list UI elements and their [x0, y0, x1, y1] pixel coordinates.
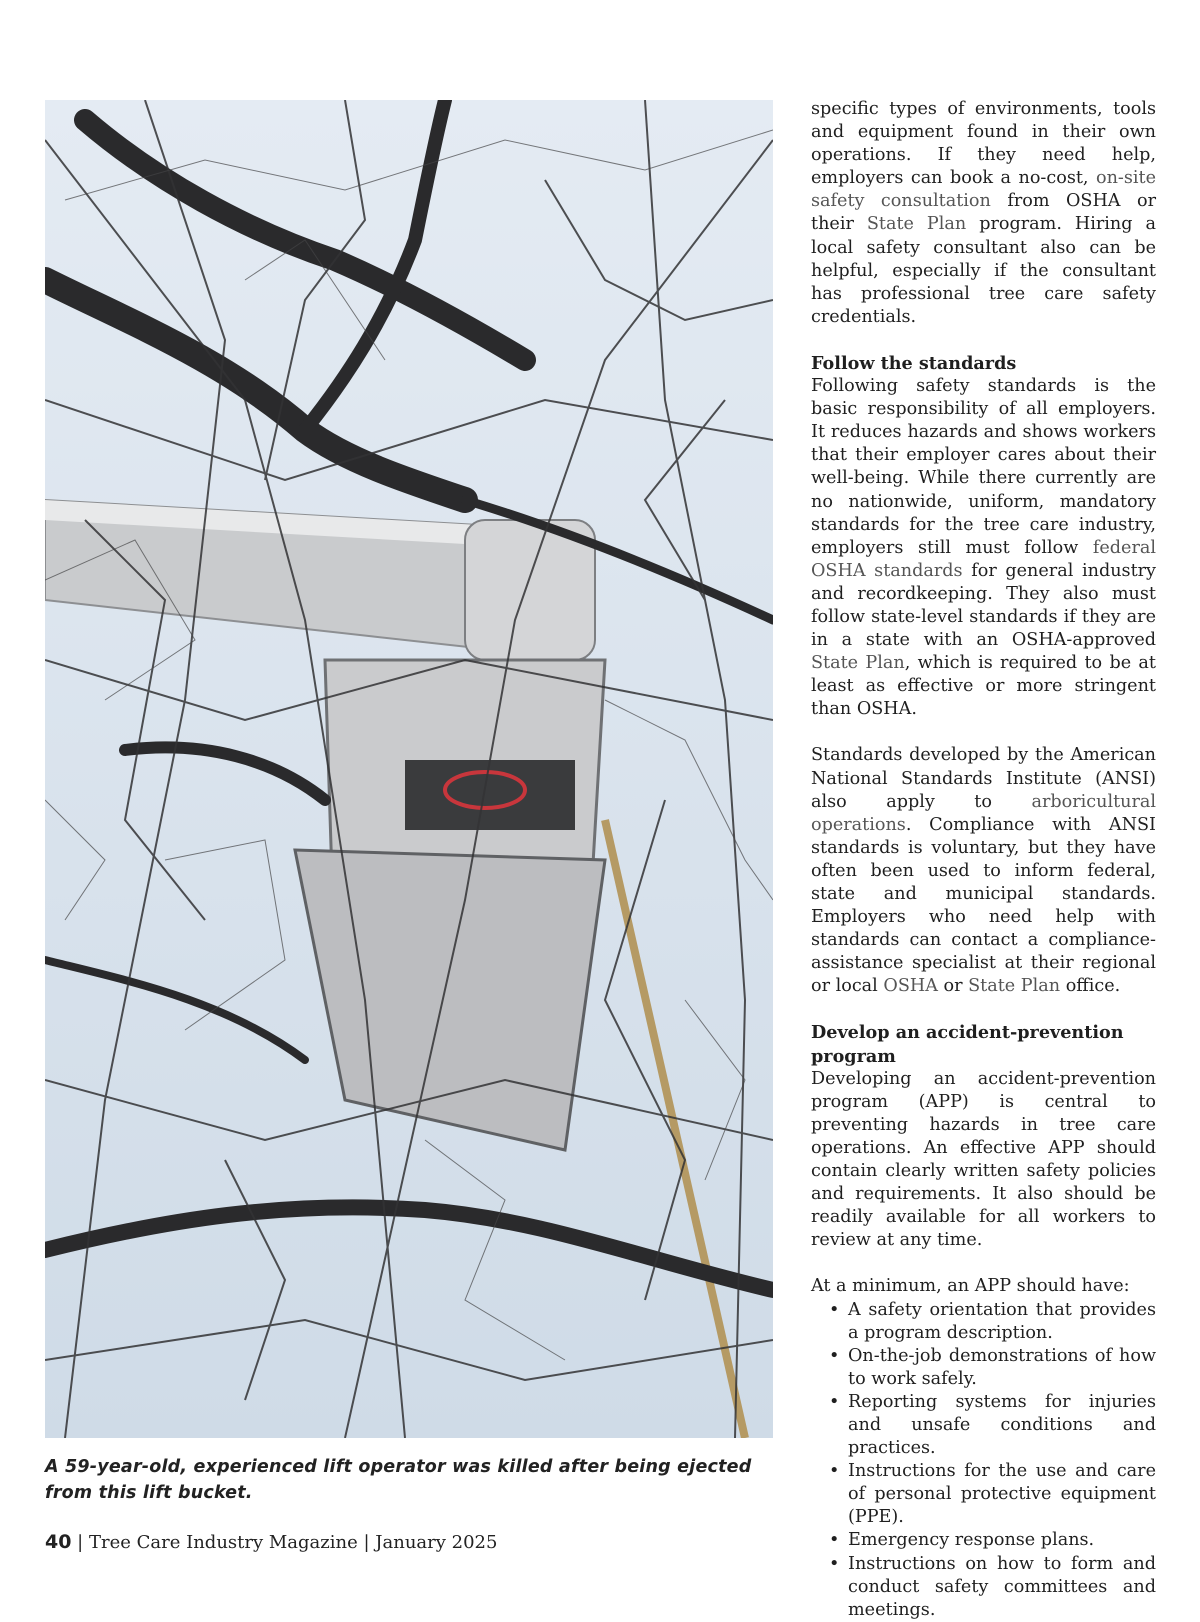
text: Standards developed by the American National Standards Institute (ANSI) also apply to [811, 745, 1156, 812]
list-item: • Instructions on how to form and conduct safety committees and meetings. [848, 1553, 1156, 1622]
list-item: • On-the-job demonstrations of how to work safely. [848, 1345, 1156, 1391]
heading-follow-standards: Follow the standards [811, 352, 1017, 374]
paragraph-app-minimum: At a minimum, an APP should have: [811, 1276, 1130, 1297]
photo-caption: A 59-year-old, experienced lift operator was killed after being ejected from this lift bucket. [45, 1457, 752, 1503]
text: or [937, 976, 969, 997]
link-state-plan[interactable]: State Plan [811, 653, 905, 674]
page-footer [45, 1530, 497, 1555]
separator: | [357, 1532, 376, 1553]
heading-accident-prevention: Develop an accident-prevention program [811, 1022, 1124, 1067]
link-federal-osha-standards[interactable]: federal OSHA standards [811, 537, 1156, 581]
article-column [811, 98, 1156, 1622]
list-item: • Instructions for the use and care of personal protective equipment (PPE). [848, 1460, 1156, 1529]
page-number: 40 [45, 1531, 72, 1553]
text: , which is required to be at least as effective or more stringent than OSHA. [811, 653, 1156, 720]
text: from OSHA or their [811, 191, 1156, 235]
app-requirements-list [811, 1299, 1156, 1622]
photo-illustration [45, 100, 773, 1438]
paragraph-consultation [811, 98, 1156, 329]
text: office. [1060, 976, 1121, 997]
paragraph-standards [811, 375, 1156, 721]
lift-bucket-photo [45, 100, 773, 1438]
paragraph-ansi [811, 744, 1156, 998]
link-osha[interactable]: OSHA [883, 976, 938, 997]
issue-date: January 2025 [375, 1532, 498, 1553]
list-item: • A safety orientation that provides a program description. [848, 1299, 1156, 1345]
paragraph-app: Developing an accident-prevention program (APP) is central to preventing hazards in tree care operations. An effective APP should contain clearly written safety policies and requirements. It also should be readily available for all workers to review at any time. [811, 1068, 1156, 1251]
link-arboricultural-operations[interactable]: arboricultural operations [811, 791, 1156, 835]
list-item: • Emergency response plans. [848, 1529, 1156, 1552]
link-on-site-consultation[interactable]: on-site safety consultation [811, 168, 1156, 212]
text: . Compliance with ANSI standards is voluntary, but they have often been used to inform federal, state and municipal standards. Employers who need help with standards can contact a compliance-assistance specialist at their regional or local [811, 814, 1156, 997]
text: program. Hiring a local safety consultant also can be helpful, especially if the consultant has professional tree care safety credentials. [811, 214, 1156, 327]
list-item: • Reporting systems for injuries and unsafe conditions and practices. [848, 1391, 1156, 1460]
text: for general industry and recordkeeping. They also must follow state-level standards if they are in a state with an OSHA-approved [811, 560, 1156, 651]
link-state-plan[interactable]: State Plan [866, 214, 967, 235]
text: specific types of environments, tools and equipment found in their own operations. If they need help, employers can book a no-cost, [811, 99, 1156, 189]
magazine-name: Tree Care Industry Magazine [88, 1532, 358, 1553]
link-state-plan-office[interactable]: State Plan [968, 976, 1061, 997]
separator: | [71, 1532, 89, 1553]
text: Following safety standards is the basic responsibility of all employers. It reduces hazards and shows workers that their employer cares about their well-being. While there currently are no nationwide, uniform, mandatory standards for the tree care industry, employers still must follow [811, 376, 1156, 558]
